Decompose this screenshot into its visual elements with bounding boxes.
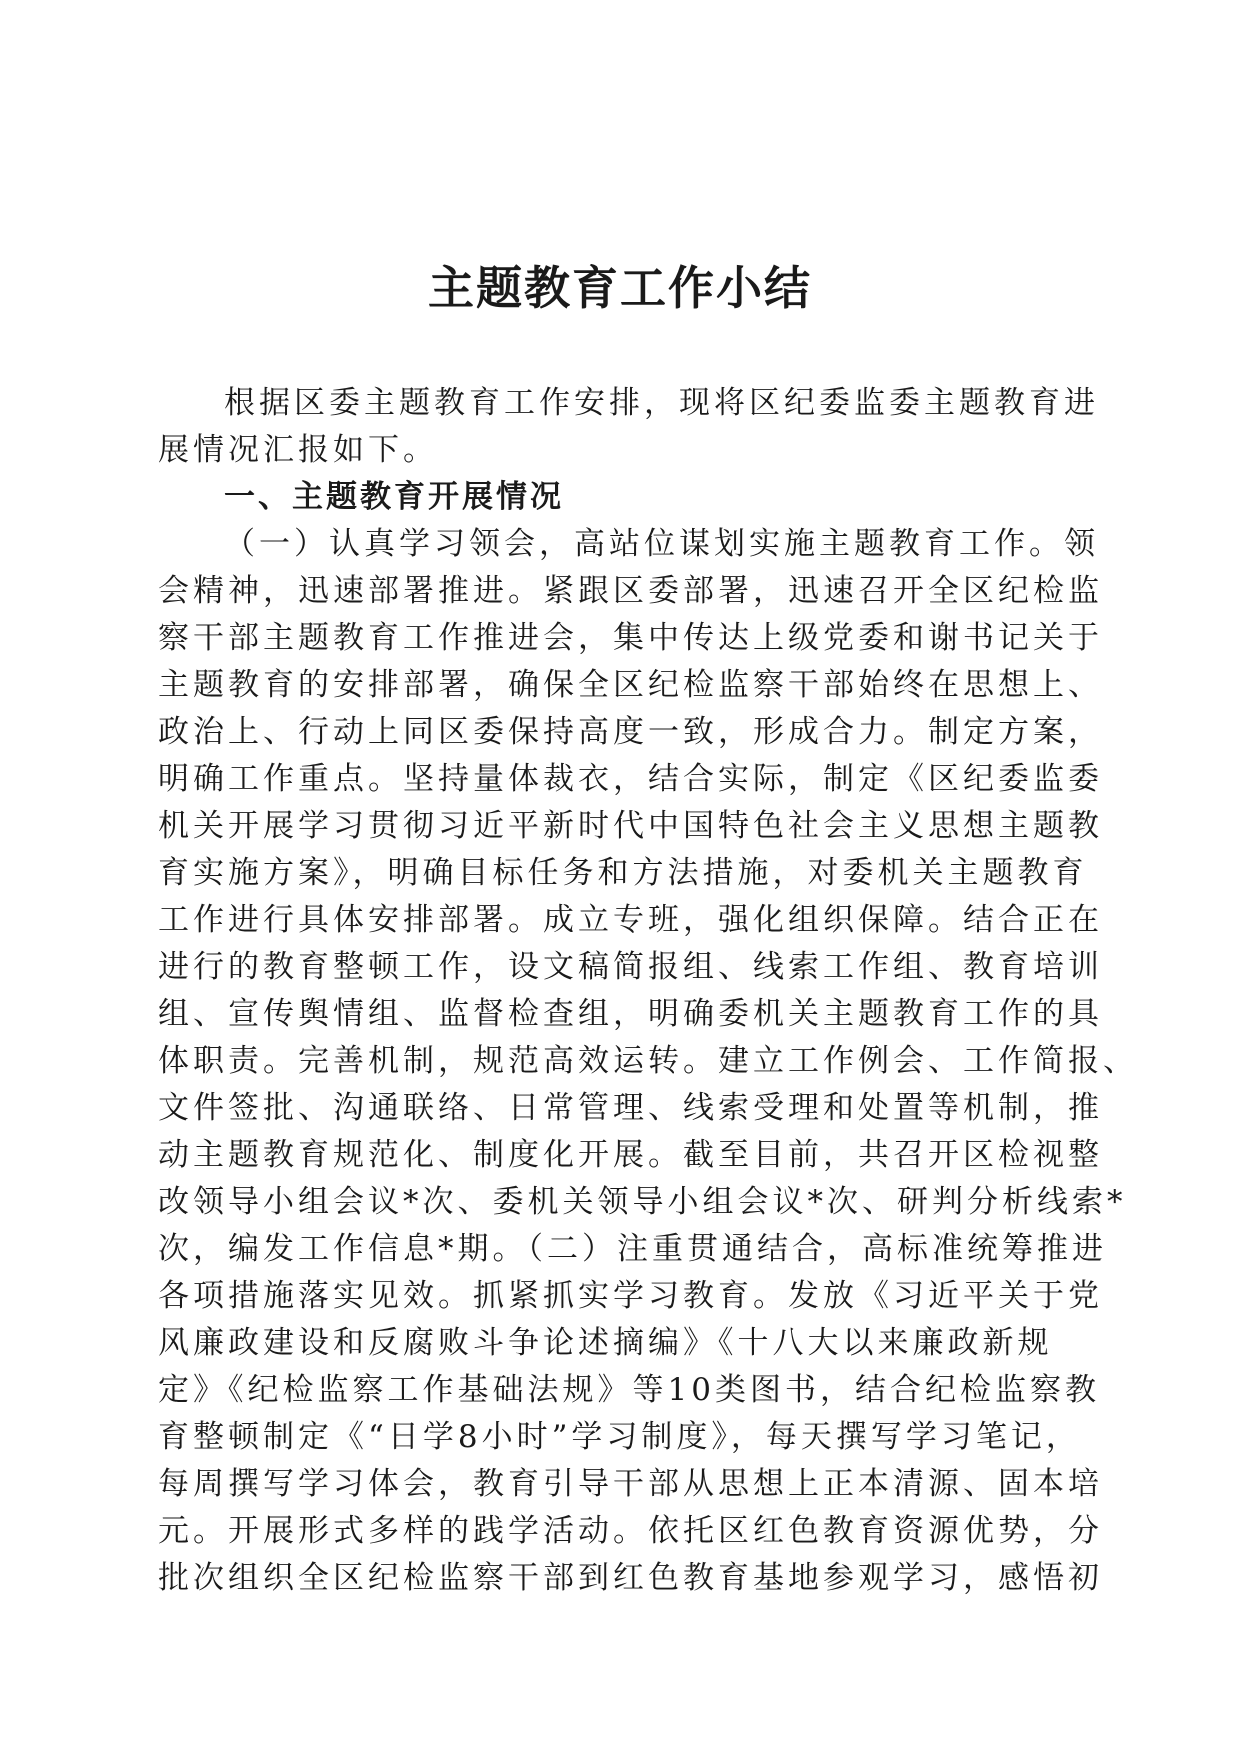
paragraph-line: 体职责。完善机制，规范高效运转。建立工作例会、工作简报、 [158, 1043, 1138, 1079]
paragraph-line: 根据区委主题教育工作安排，现将区纪委监委主题教育进 [224, 385, 1099, 421]
paragraph-line: 每周撰写学习体会，教育引导干部从思想上正本清源、固本培 [158, 1466, 1103, 1502]
paragraph-line: 育实施方案》，明确目标任务和方法措施，对委机关主题教育 [158, 855, 1088, 891]
document-body [158, 380, 1138, 1602]
paragraph-line: 察干部主题教育工作推进会，集中传达上级党委和谢书记关于 [158, 620, 1103, 656]
paragraph-line: 元。开展形式多样的践学活动。依托区红色教育资源优势，分 [158, 1513, 1103, 1549]
paragraph-line: 定》《纪检监察工作基础法规》等10类图书，结合纪检监察教 [158, 1372, 1100, 1408]
paragraph-line: 动主题教育规范化、制度化开展。截至目前，共召开区检视整 [158, 1137, 1103, 1173]
paragraph-line: 次，编发工作信息*期。（二）注重贯通结合，高标准统筹推进 [158, 1231, 1107, 1267]
paragraph-line: 改领导小组会议*次、委机关领导小组会议*次、研判分析线索* [158, 1184, 1127, 1220]
paragraph-line: 组、宣传舆情组、监督检查组，明确委机关主题教育工作的具 [158, 996, 1103, 1032]
paragraph-line: 机关开展学习贯彻习近平新时代中国特色社会主义思想主题教 [158, 808, 1103, 844]
paragraph-line: 风廉政建设和反腐败斗争论述摘编》《十八大以来廉政新规 [158, 1325, 1053, 1361]
paragraph-line: 文件签批、沟通联络、日常管理、线索受理和处置等机制，推 [158, 1090, 1103, 1126]
paragraph-line: 政治上、行动上同区委保持高度一致，形成合力。制定方案， [158, 714, 1103, 750]
paragraph-line: 明确工作重点。坚持量体裁衣，结合实际，制定《区纪委监委 [158, 761, 1103, 797]
document-title: 主题教育工作小结 [428, 261, 812, 315]
paragraph-line: 批次组织全区纪检监察干部到红色教育基地参观学习，感悟初 [158, 1560, 1103, 1596]
paragraph-line: 育整顿制定《“日学8小时”学习制度》，每天撰写学习笔记， [158, 1419, 1081, 1455]
paragraph-line: （一）认真学习领会，高站位谋划实施主题教育工作。领 [224, 526, 1099, 562]
paragraph-line: 展情况汇报如下。 [158, 432, 438, 468]
paragraph-line: 进行的教育整顿工作，设文稿简报组、线索工作组、教育培训 [158, 949, 1103, 985]
paragraph-line: 主题教育的安排部署，确保全区纪检监察干部始终在思想上、 [158, 667, 1103, 703]
paragraph-line: 工作进行具体安排部署。成立专班，强化组织保障。结合正在 [158, 902, 1103, 938]
section-heading: 一、主题教育开展情况 [224, 479, 564, 515]
paragraph-line: 会精神，迅速部署推进。紧跟区委部署，迅速召开全区纪检监 [158, 573, 1103, 609]
paragraph-line: 各项措施落实见效。抓紧抓实学习教育。发放《习近平关于党 [158, 1278, 1103, 1314]
